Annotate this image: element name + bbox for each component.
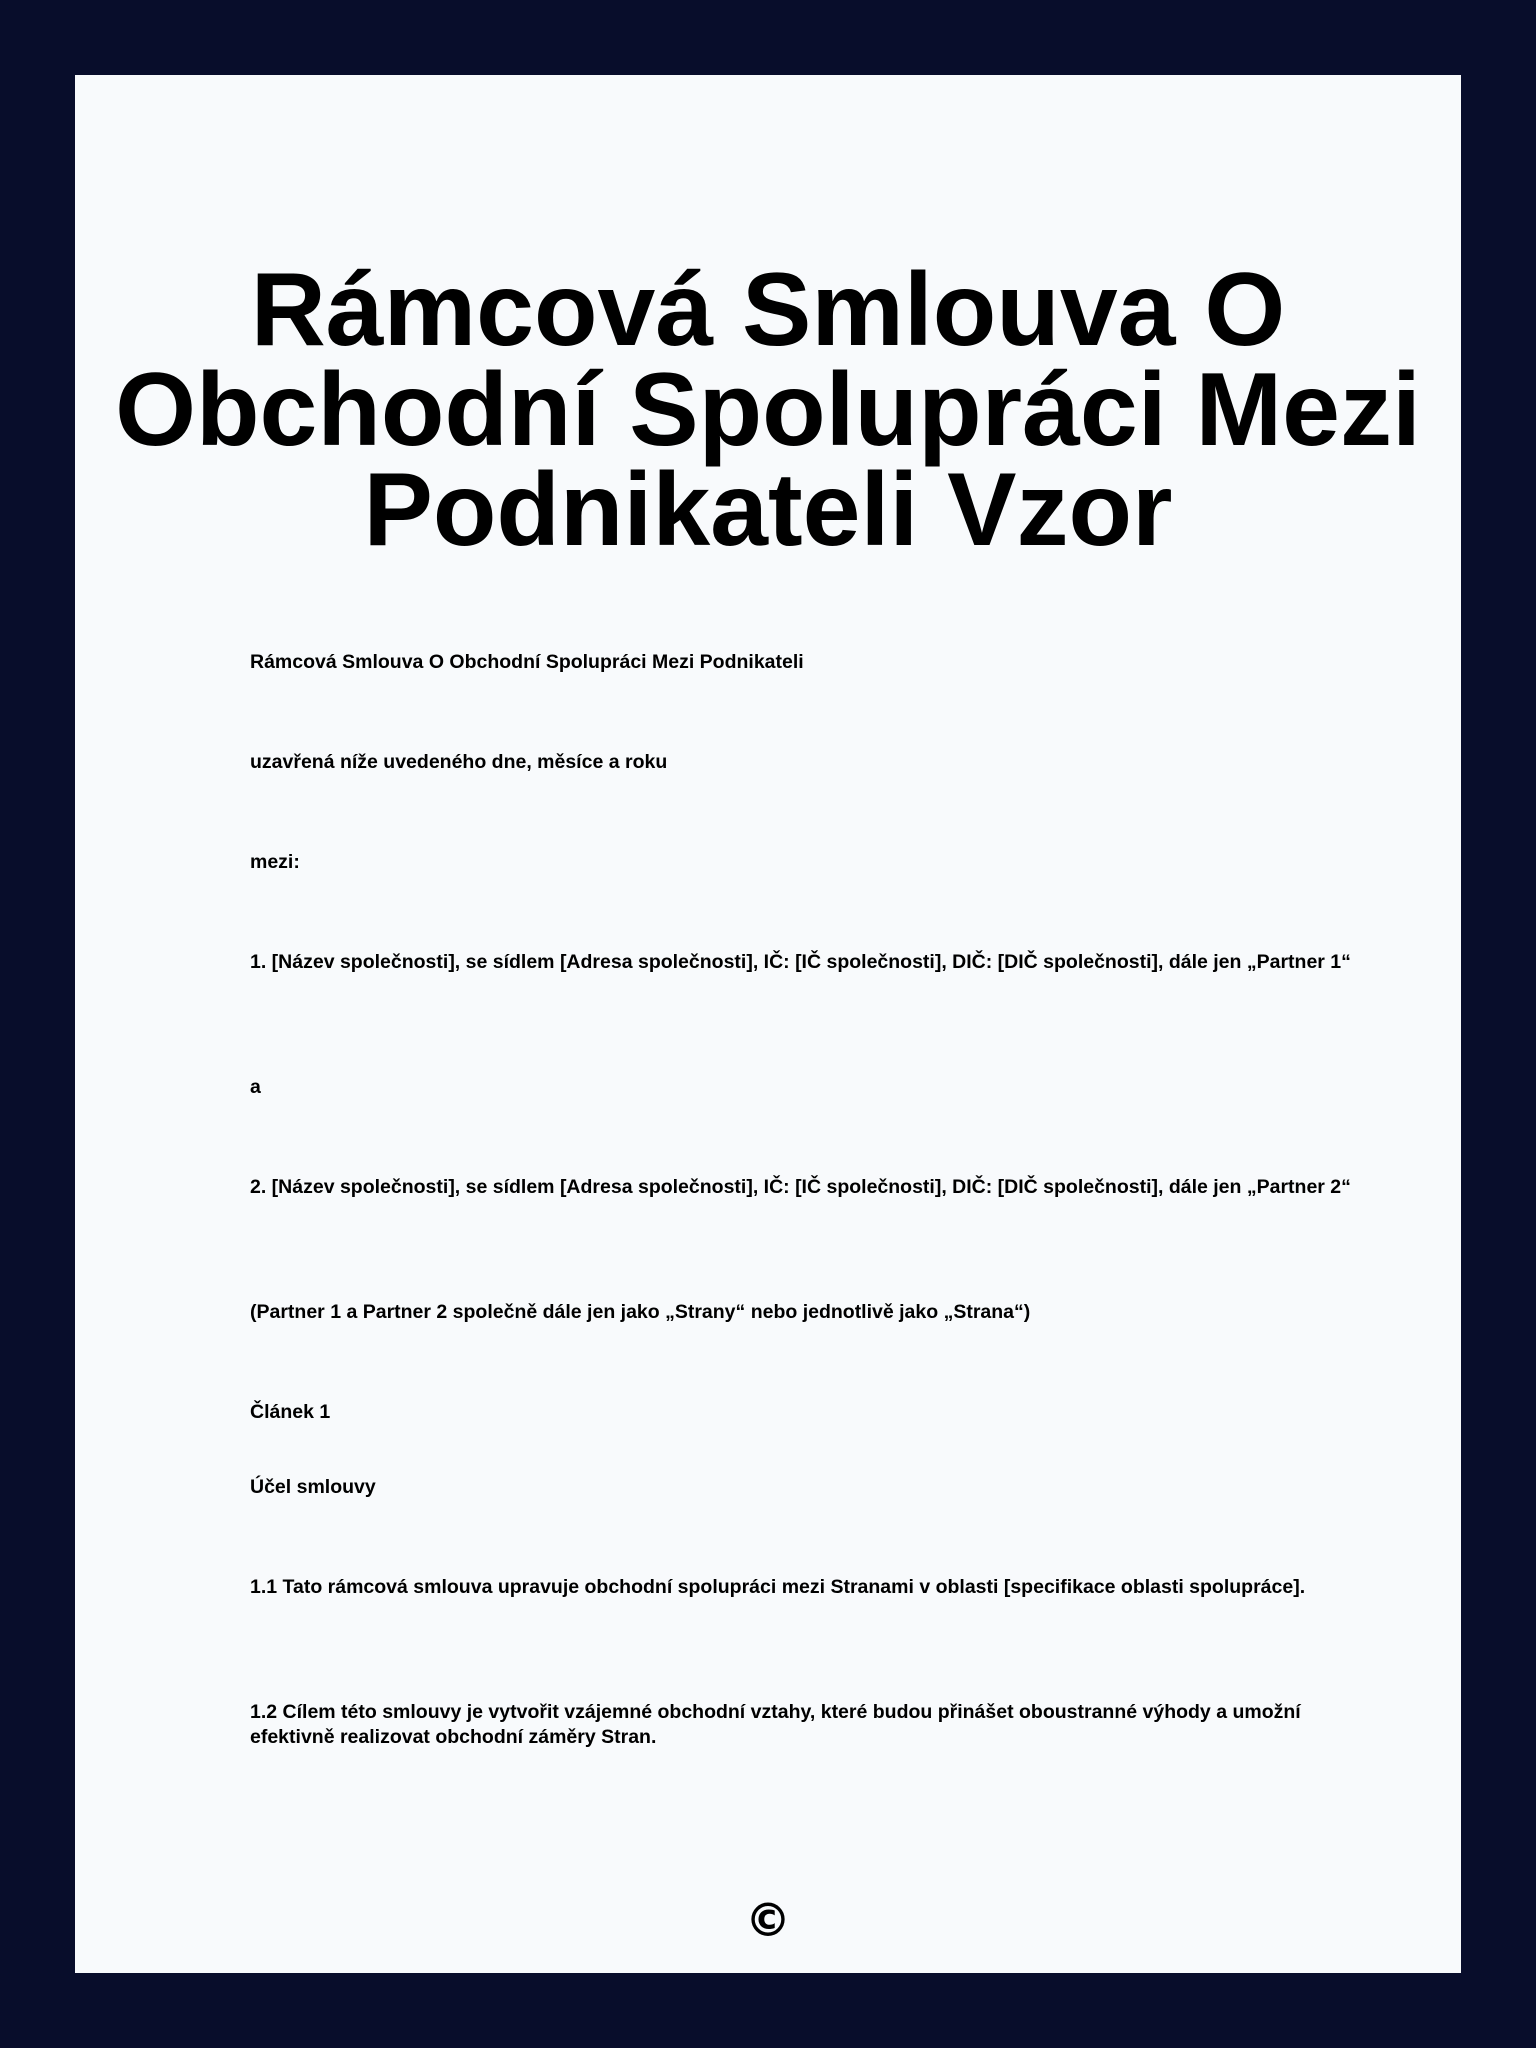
clause-1-2: 1.2 Cílem této smlouvy je vytvořit vzájemné obchodní vztahy, které budou přinášet oboustranné výhody a umožní efektivně realizovat obchodní záměry Stran. xyxy=(250,1701,1301,1748)
paragraph-between: mezi: xyxy=(250,851,300,873)
paragraph-partner-2: 2. [Název společnosti], se sídlem [Adresa společnosti], IČ: [IČ společnosti], DIČ: [DIČ společnosti], dále jen „Partner 2“ xyxy=(250,1176,1351,1198)
copyright-symbol: © xyxy=(745,1893,791,1947)
paragraph-concluded: uzavřená níže uvedeného dne, měsíce a roku xyxy=(250,751,668,773)
document-title: Rámcová Smlouva O Obchodní Spolupráci Mezi Podnikateli Vzor xyxy=(115,252,1421,568)
article-number: Článek 1 xyxy=(250,1401,331,1423)
article-heading: Účel smlouvy xyxy=(250,1476,376,1498)
paragraph-parties: (Partner 1 a Partner 2 společně dále jen jako „Strany“ nebo jednotlivě jako „Strana“) xyxy=(250,1301,1031,1323)
paragraph-partner-1: 1. [Název společnosti], se sídlem [Adresa společnosti], IČ: [IČ společnosti], DIČ: [DIČ společnosti], dále jen „Partner 1“ xyxy=(250,951,1351,973)
paragraph-heading: Rámcová Smlouva O Obchodní Spolupráci Mezi Podnikateli xyxy=(250,651,804,673)
clause-1-1: 1.1 Tato rámcová smlouva upravuje obchodní spolupráci mezi Stranami v oblasti [specifikace oblasti spolupráce]. xyxy=(250,1576,1306,1598)
document-page xyxy=(75,75,1461,1973)
paragraph-and: a xyxy=(250,1076,261,1098)
